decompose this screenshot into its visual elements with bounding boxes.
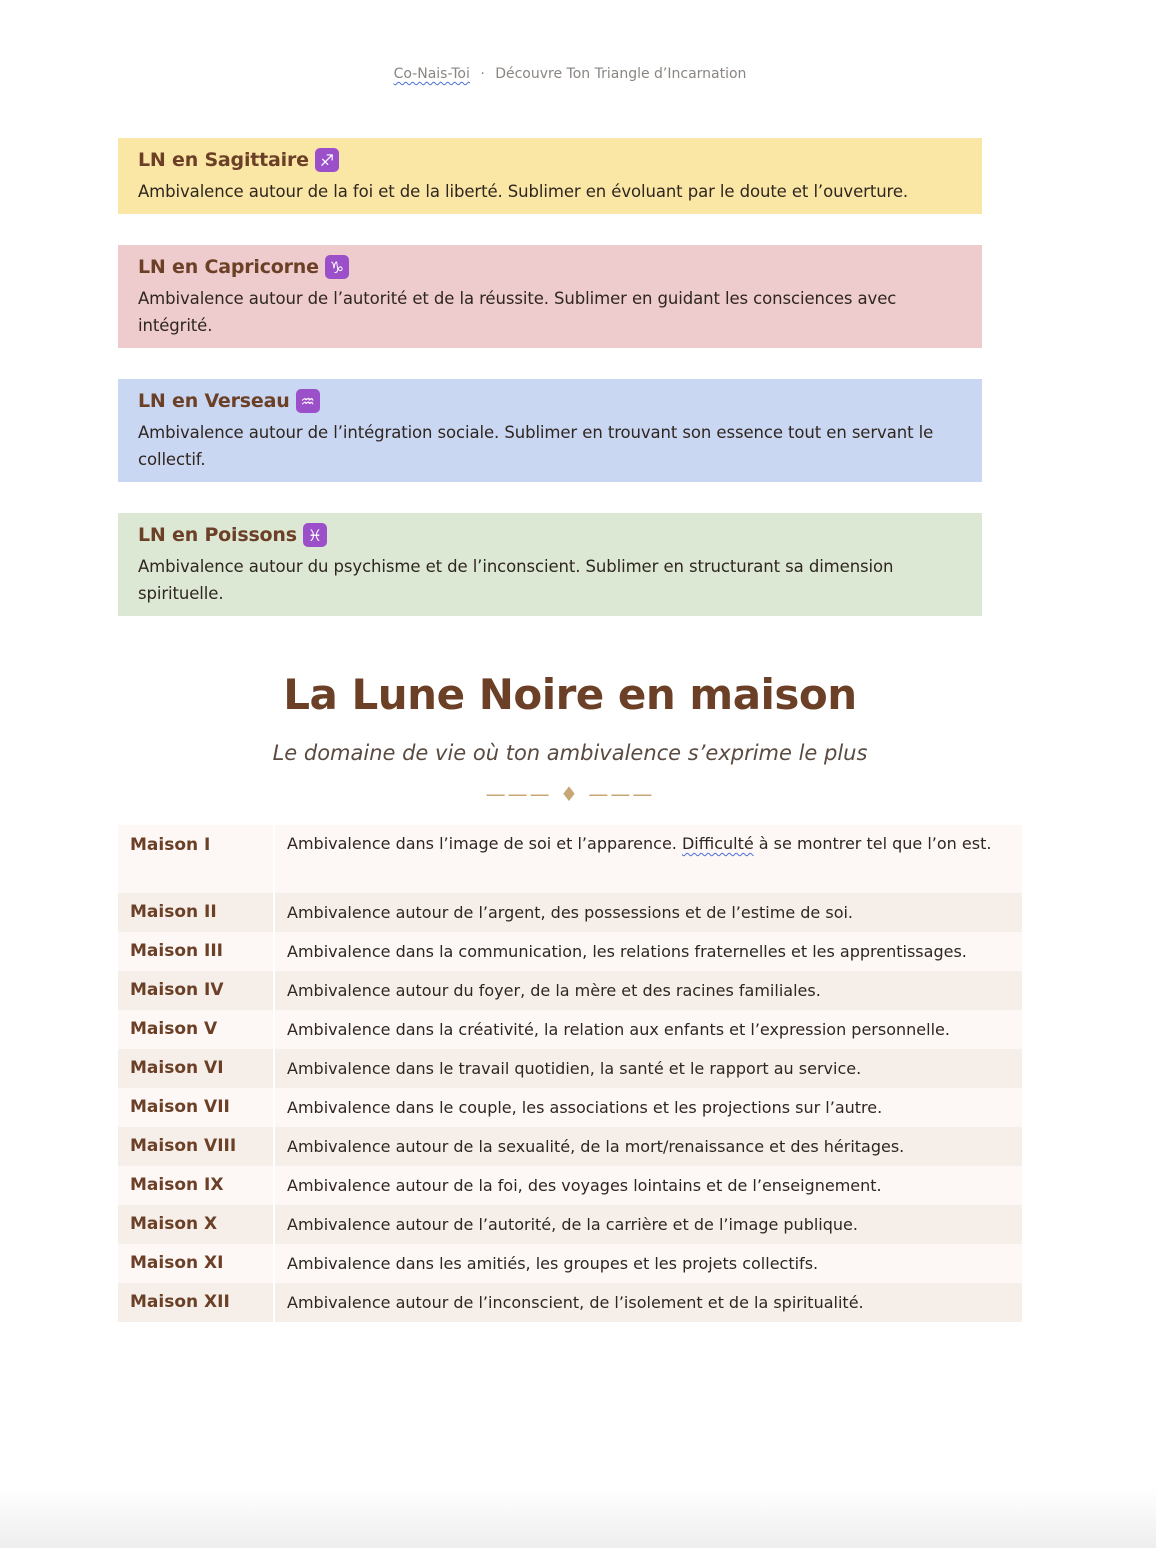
sign-card-text: Ambivalence autour de la foi et de la liberté. Sublimer en évoluant par le doute et l’ouverture. [138,182,909,201]
house-description: Ambivalence dans le travail quotidien, la santé et le rapport au service. [274,1049,1022,1088]
table-row [118,825,1022,893]
house-name: Maison III [118,932,274,971]
sagittarius-icon: ♐ [315,148,339,172]
table-row [118,1244,1022,1283]
table-row [118,1166,1022,1205]
house-name: Maison VII [118,1088,274,1127]
house-name: Maison XI [118,1244,274,1283]
sign-card-text: Ambivalence autour de l’autorité et de la réussite. Sublimer en guidant les consciences avec intégrité. [138,289,897,335]
header-separator: · [480,66,485,82]
house-description: Ambivalence autour de l’argent, des possessions et de l’estime de soi. [274,893,1022,932]
house-name: Maison XII [118,1283,274,1322]
table-row [118,1088,1022,1127]
sign-card-verseau [118,379,982,482]
house-name: Maison V [118,1010,274,1049]
house-description: Ambivalence autour de l’autorité, de la carrière et de l’image publique. [274,1205,1022,1244]
house-description: Ambivalence dans la créativité, la relation aux enfants et l’expression personnelle. [274,1010,1022,1049]
house-name: Maison II [118,893,274,932]
house-description: Ambivalence dans le couple, les associations et les projections sur l’autre. [274,1088,1022,1127]
ornament-divider: ——— ♦ ——— [485,782,655,806]
pisces-icon: ♓ [303,523,327,547]
house-description: Ambivalence autour du foyer, de la mère et des racines familiales. [274,971,1022,1010]
spellcheck-word: Difficulté [681,834,754,853]
house-description: Ambivalence autour de la foi, des voyages lointains et de l’enseignement. [274,1166,1022,1205]
brand-name: Co-Nais-Toi [393,66,470,82]
sign-card-text: Ambivalence autour de l’intégration sociale. Sublimer en trouvant son essence tout en servant le collectif. [138,423,934,469]
page-header [0,66,1140,82]
table-row [118,1127,1022,1166]
table-row [118,893,1022,932]
table-row [118,932,1022,971]
page-bottom-shade [0,1488,1156,1548]
house-name: Maison VI [118,1049,274,1088]
houses-table [118,825,1022,1322]
table-row [118,971,1022,1010]
house-name: Maison IV [118,971,274,1010]
sign-card-title: LN en Capricorne ♑ [138,255,962,279]
aquarius-icon: ♒ [296,389,320,413]
sign-card-title: LN en Verseau ♒ [138,389,962,413]
sign-card-poissons [118,513,982,616]
house-name: Maison IX [118,1166,274,1205]
house-name: Maison VIII [118,1127,274,1166]
house-description: Ambivalence dans la communication, les relations fraternelles et les apprentissages. [274,932,1022,971]
sign-card-text: Ambivalence autour du psychisme et de l’inconscient. Sublimer en structurant sa dimension spirituelle. [138,557,894,603]
house-description: Ambivalence dans l’image de soi et l’apparence. Difficulté à se montrer tel que l’on est. [274,825,1022,893]
sign-card-title: LN en Sagittaire ♐ [138,148,962,172]
sign-card-capricorne [118,245,982,348]
house-description: Ambivalence autour de l’inconscient, de l’isolement et de la spiritualité. [274,1283,1022,1322]
table-row [118,1010,1022,1049]
section-subtitle: Le domaine de vie où ton ambivalence s’exprime le plus [272,741,868,765]
capricorn-icon: ♑ [325,255,349,279]
section-title: La Lune Noire en maison [283,670,857,719]
header-tagline: Découvre Ton Triangle d’Incarnation [495,66,747,82]
house-name: Maison I [118,825,274,893]
sign-card-sagittaire [118,138,982,214]
sign-card-title: LN en Poissons ♓ [138,523,962,547]
house-name: Maison X [118,1205,274,1244]
table-row [118,1049,1022,1088]
house-description: Ambivalence dans les amitiés, les groupes et les projets collectifs. [274,1244,1022,1283]
house-description: Ambivalence autour de la sexualité, de la mort/renaissance et des héritages. [274,1127,1022,1166]
table-row [118,1283,1022,1322]
table-row [118,1205,1022,1244]
